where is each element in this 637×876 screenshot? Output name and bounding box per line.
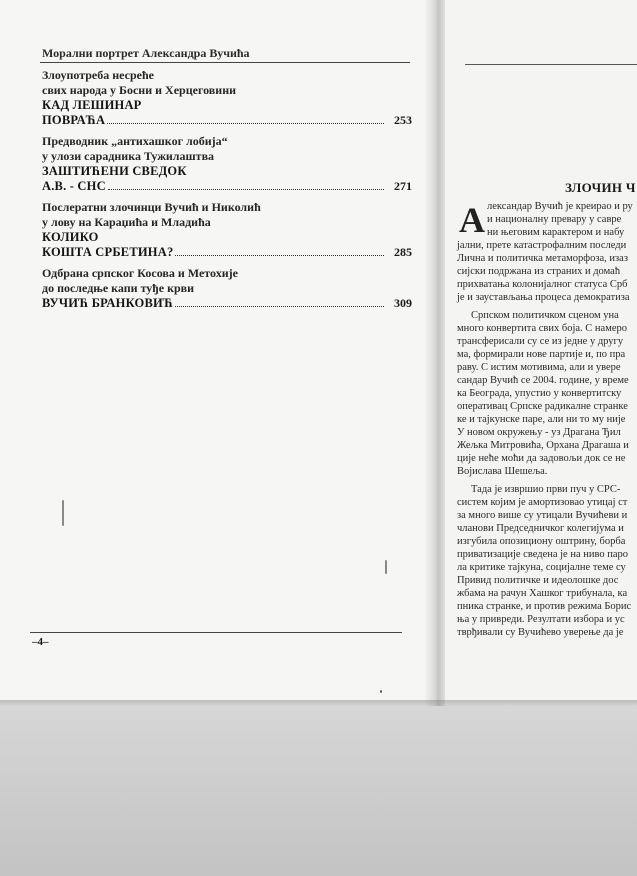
body-line: ка Београда, упустио у конвертитску xyxy=(457,388,622,399)
toc-subtitle: свих народа у Босни и Херцеговини xyxy=(42,83,237,97)
body-line: лександар Вучић је креирао и ру xyxy=(487,201,633,212)
toc-title: ВУЧИЋ БРАНКОВИЋ xyxy=(42,296,174,310)
header-rule xyxy=(40,62,410,63)
body-line: ла критике тајкуна, социјалне теме су xyxy=(457,562,626,573)
toc-title: ПОВРАЋА xyxy=(42,113,106,127)
body-line: Жељка Митровића, Орхана Драгаша и xyxy=(457,440,629,451)
toc-entry xyxy=(42,200,412,260)
toc-page-number: 271 xyxy=(394,179,412,193)
body-line: за много више су утицали Вучићеви и xyxy=(457,510,628,521)
body-line: Војислава Шешеља. xyxy=(457,466,548,477)
toc-page-number: 285 xyxy=(394,245,412,259)
toc-title: А.В. - СНС xyxy=(42,179,106,193)
book-gutter xyxy=(425,0,447,706)
running-head: Морални портрет Александра Вучића xyxy=(42,46,250,60)
toc-entry xyxy=(42,134,412,194)
body-line: ма, формирали нове партије и, по пра xyxy=(457,349,626,360)
toc-title: КОШТА СРБЕТИНА? xyxy=(42,245,174,259)
toc-page-number: 309 xyxy=(394,296,412,310)
toc-subtitle: у лову на Караџића и Младића xyxy=(42,215,211,229)
table-of-contents xyxy=(42,68,412,317)
body-line: оперативац Српске радикалне странке xyxy=(457,401,628,412)
body-line: много конвертита свих боја. С намеро xyxy=(457,323,627,334)
dot-leader xyxy=(107,122,384,124)
body-line: раву. С истим мотивима, али и увере xyxy=(457,362,621,373)
dot-leader xyxy=(175,254,384,256)
body-line: ња у привреди. Резултати избора и ус xyxy=(457,614,625,625)
body-line: сандар Вучић се 2004. године, у време xyxy=(457,375,629,386)
body-line: ције неће моћи да задовољи док се не xyxy=(457,453,626,464)
toc-line xyxy=(42,296,412,311)
toc-subtitle: Злоупотреба несреће xyxy=(42,68,154,82)
body-line: трансферисали су се из једне у другу xyxy=(457,336,624,347)
toc-entry xyxy=(42,68,412,128)
body-line: изгубила опозициону оштрину, борба xyxy=(457,536,626,547)
body-line: Привид политичке и идеолошке дос xyxy=(457,575,619,586)
body-line: приватизације сведена је на ниво паро xyxy=(457,549,629,560)
body-line: чланови Председничког колегијума и xyxy=(457,523,624,534)
toc-title: КОЛИКО xyxy=(42,230,99,244)
print-speck xyxy=(62,500,64,526)
toc-subtitle: у улози сарадника Тужилаштва xyxy=(42,149,215,163)
body-line: сијски подржана из страних и домаћ xyxy=(457,266,621,277)
toc-title: ЗАШТИЋЕНИ СВЕДОК xyxy=(42,164,187,178)
body-text xyxy=(457,200,637,639)
toc-title: КАД ЛЕШИНАР xyxy=(42,98,142,112)
toc-page-number: 253 xyxy=(394,113,412,127)
body-line: пника странке, и против режима Борис xyxy=(457,601,632,612)
toc-line xyxy=(42,245,412,260)
header-rule xyxy=(465,64,637,65)
body-line: Српском политичком сценом уна xyxy=(471,310,619,321)
body-line: Тада је извршио први пуч у СРС- xyxy=(471,484,621,495)
print-speck xyxy=(385,560,387,574)
toc-line xyxy=(42,113,412,128)
body-line: систем којим је амортизовао утицај ст xyxy=(457,497,628,508)
toc-subtitle: Послератни злочинци Вучић и Николић xyxy=(42,200,261,214)
dot-leader xyxy=(108,188,384,190)
toc-line xyxy=(42,179,412,194)
toc-subtitle: Одбрана српског Косова и Метохије xyxy=(42,266,238,280)
chapter-heading: ЗЛОЧИН Ч xyxy=(565,180,636,195)
toc-subtitle: Предводник „антихашког лобија“ xyxy=(42,134,228,148)
body-line: је и заустављања процеса демократиза xyxy=(457,292,630,303)
page-number: –4– xyxy=(32,636,49,648)
body-line: ке и тајкунске паре, али ни то му није xyxy=(457,414,626,425)
toc-subtitle: до последње капи туђе крви xyxy=(42,281,195,295)
right-page xyxy=(445,0,637,706)
drop-cap: А xyxy=(459,200,485,240)
body-line: жбама на рачун Хашког трибунала, ка xyxy=(457,588,628,599)
dot-leader xyxy=(175,305,384,307)
print-speck xyxy=(380,690,382,693)
body-line: тврђивали су Вучићево уверење да је xyxy=(457,627,624,638)
body-line: ни његовим карактером и набу xyxy=(487,227,625,238)
body-line: прихватања колонијалног статуса Срб xyxy=(457,279,628,290)
body-line: и националну превару у савре xyxy=(487,214,622,225)
body-line: У новом окружењу - уз Драгана Ђил xyxy=(457,427,621,438)
body-line: Лична и политичка метаморфоза, изаз xyxy=(457,253,628,264)
body-line: јални, прете катастрофалним последи xyxy=(457,240,627,251)
scanner-background xyxy=(0,706,637,876)
footer-rule xyxy=(30,632,402,633)
toc-entry xyxy=(42,266,412,311)
